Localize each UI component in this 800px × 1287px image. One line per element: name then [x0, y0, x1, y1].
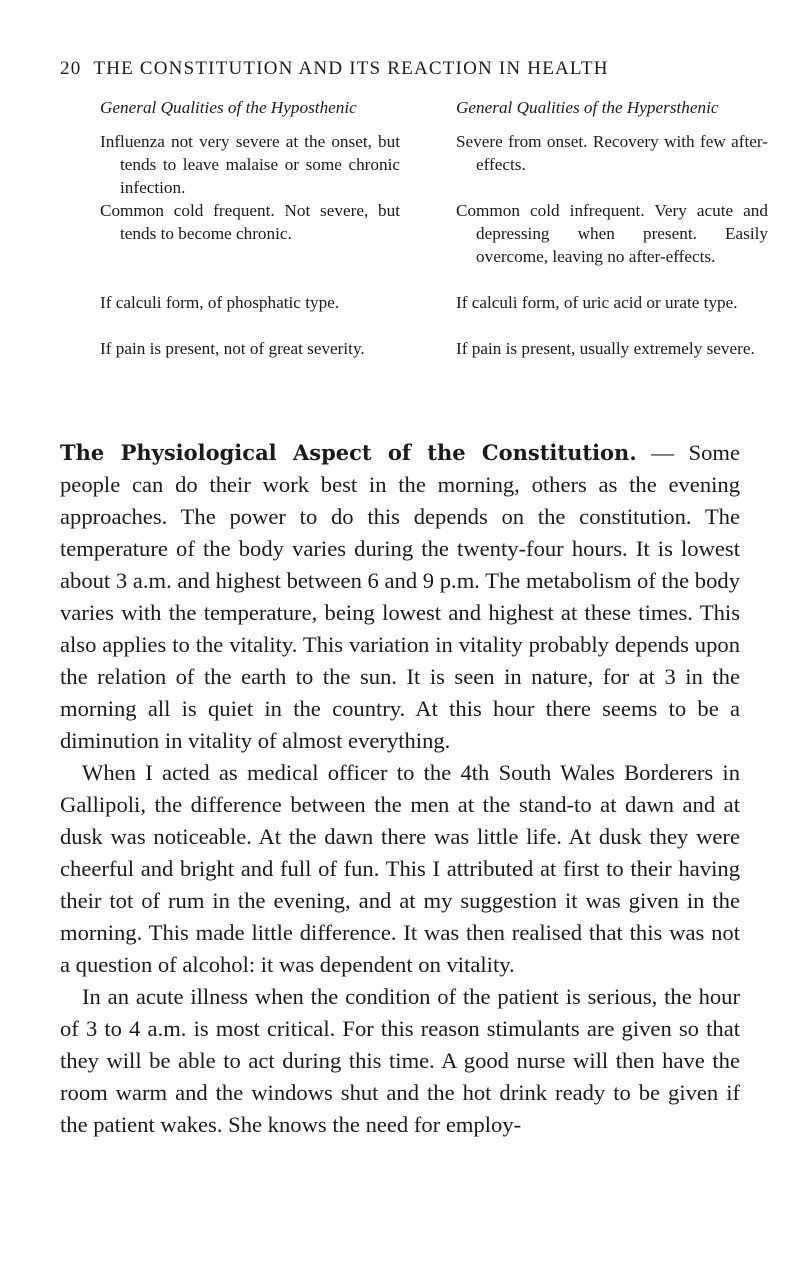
paragraph-text: Some people can do their work best in the morning, others as the evening approaches. The power to do this depends on the constitution. The temperature of the body varies during the twenty-four hours. It is lowest about 3 a.m. and highest between 6 and 9 p.m. The metabolism of the body varies with the temperature, being lowest and highest at these times. This also applies to the vitality. This variation in vitality probably depends upon the relation of the earth to the sun. It is seen in nature, for at 3 in the morning all is quiet in the country. At this hour there seems to be a diminution in vitality of almost everything. — [60, 440, 740, 753]
hypersthenic-calculi: If calculi form, of uric acid or urate type. — [456, 293, 738, 312]
hyposthenic-heading: General Qualities of the Hyposthenic — [100, 98, 357, 117]
hypersthenic-pain: If pain is present, usually extremely severe. — [456, 339, 755, 358]
running-title: THE CONSTITUTION AND ITS REACTION IN HEALTH — [93, 58, 609, 79]
page-number: 20 — [60, 58, 82, 79]
main-text — [60, 437, 740, 1141]
hypersthenic-heading: General Qualities of the Hypersthenic — [456, 98, 719, 117]
hyposthenic-column — [100, 96, 400, 360]
hyposthenic-pain: If pain is present, not of great severity. — [100, 339, 365, 358]
paragraph: When I acted as medical officer to the 4th South Wales Borderers in Gallipoli, the difference between the men at the stand-to at dawn and at dusk was noticeable. At the dawn there was little life. At dusk they were cheerful and bright and full of fun. This I attributed at first to their having their tot of rum in the evening, and at my suggestion it was given in the morning. This made little difference. It was then realised that this was not a question of alcohol: it was dependent on vitality. — [60, 760, 740, 977]
paragraph — [60, 437, 740, 757]
hyposthenic-calculi: If calculi form, of phosphatic type. — [100, 293, 340, 312]
hyposthenic-influenza: Influenza not very severe at the onset, but tends to leave malaise or some chronic infection. — [100, 132, 400, 197]
hyposthenic-cold: Common cold frequent. Not severe, but tends to become chronic. — [100, 201, 400, 243]
hypersthenic-cold: Common cold infrequent. Very acute and depressing when present. Easily overcome, leaving no after-effects. — [456, 201, 768, 266]
heading-dash: — — [636, 440, 689, 465]
paragraph: In an acute illness when the condition of the patient is serious, the hour of 3 to 4 a.m. is most critical. For this reason stimulants are given so that they will be able to act during this time. A good nurse will then have the room warm and the windows shut and the hot drink ready to be given if the patient wakes. She knows the need for employ- — [60, 984, 740, 1137]
hypersthenic-column — [456, 96, 768, 360]
hypersthenic-influenza: Severe from onset. Recovery with few after-effects. — [456, 132, 768, 174]
section-heading: The Physiological Aspect of the Constitution. — [60, 440, 637, 465]
running-header — [60, 58, 740, 80]
